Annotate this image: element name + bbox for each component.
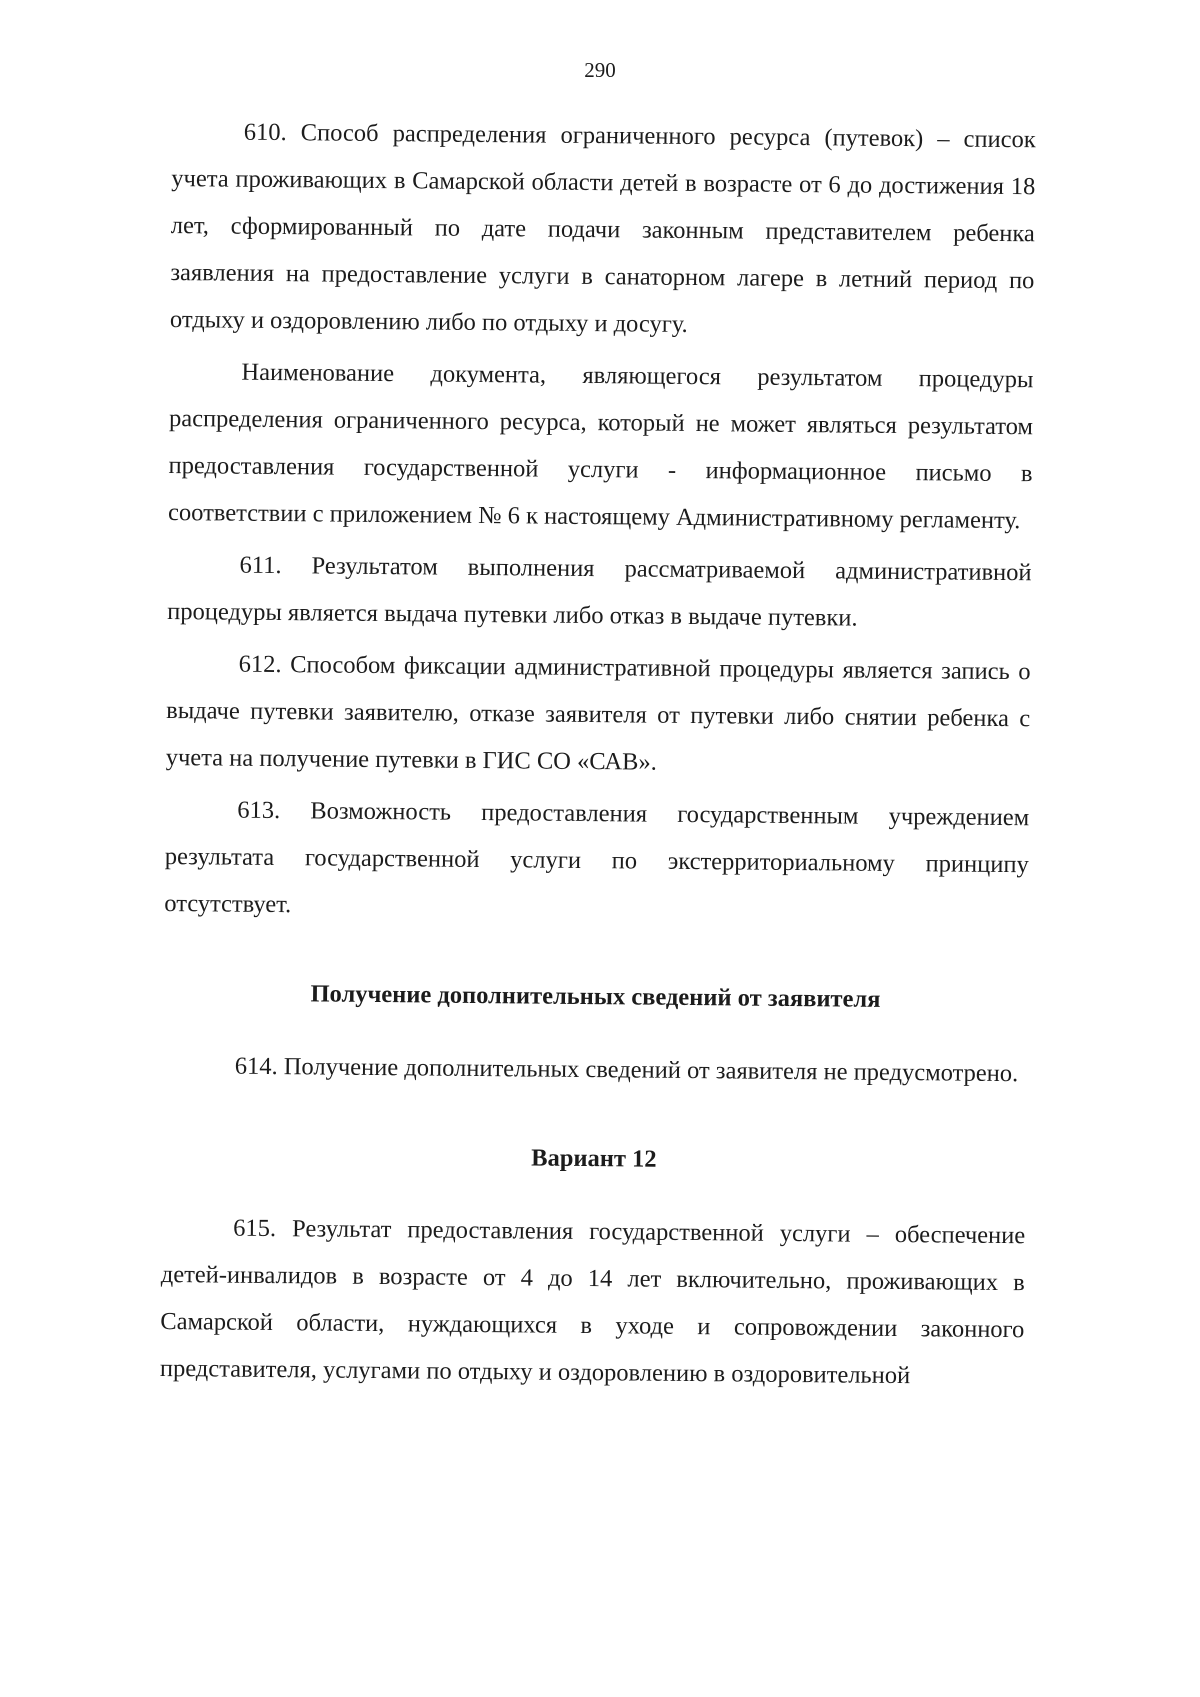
paragraph-610-document-name: Наименование документа, являющегося результатом процедуры распределения ограниченного ресурса, который не может являться результатом предоставления государственной услуги - информационное письмо в соответствии с приложением № 6 к настоящему Административному регламенту. [167,358,1034,535]
section-heading-variant: Вариант 12 [531,1144,657,1173]
section-heading-additional-info: Получение дополнительных сведений от заявителя [310,980,881,1013]
page-content [160,108,1036,1400]
paragraph-614: 614. Получение дополнительных сведений от заявителя не предусмотрено. [234,1052,1019,1088]
paragraph-610: 610. Способ распределения ограниченного ресурса (путевок) – список учета проживающих в Самарской области детей в возрасте от 6 до достижения 18 лет, сформированный по дате подачи законным представителем ребенка заявления на предоставление услуги в санаторном лагере в летний период по отдыху и оздоровлению либо по отдыху и досугу. [169,118,1036,338]
paragraph-612: 612. Способом фиксации административной процедуры является запись о выдаче путевки заявителю, отказе заявителя от путевки либо снятии ребенка с учета на получение путевки в ГИС СО «САВ». [165,650,1031,776]
page-number: 290 [584,58,616,82]
paragraph-615: 615. Результат предоставления государственной услуги – обеспечение детей-инвалидов в возрасте от 4 до 14 лет включительно, проживающих в Самарской области, нуждающихся в уходе и сопровождении законного представителя, услугами по отдыху и оздоровлению в оздоровительной [159,1214,1026,1390]
paragraph-613: 613. Возможность предоставления государственным учреждением результата государственной услуги по экстерриториальному принципу отсутствует. [164,796,1030,919]
paragraph-611: 611. Результатом выполнения рассматриваемой административной процедуры является выдача путевки либо отказ в выдаче путевки. [167,551,1032,632]
